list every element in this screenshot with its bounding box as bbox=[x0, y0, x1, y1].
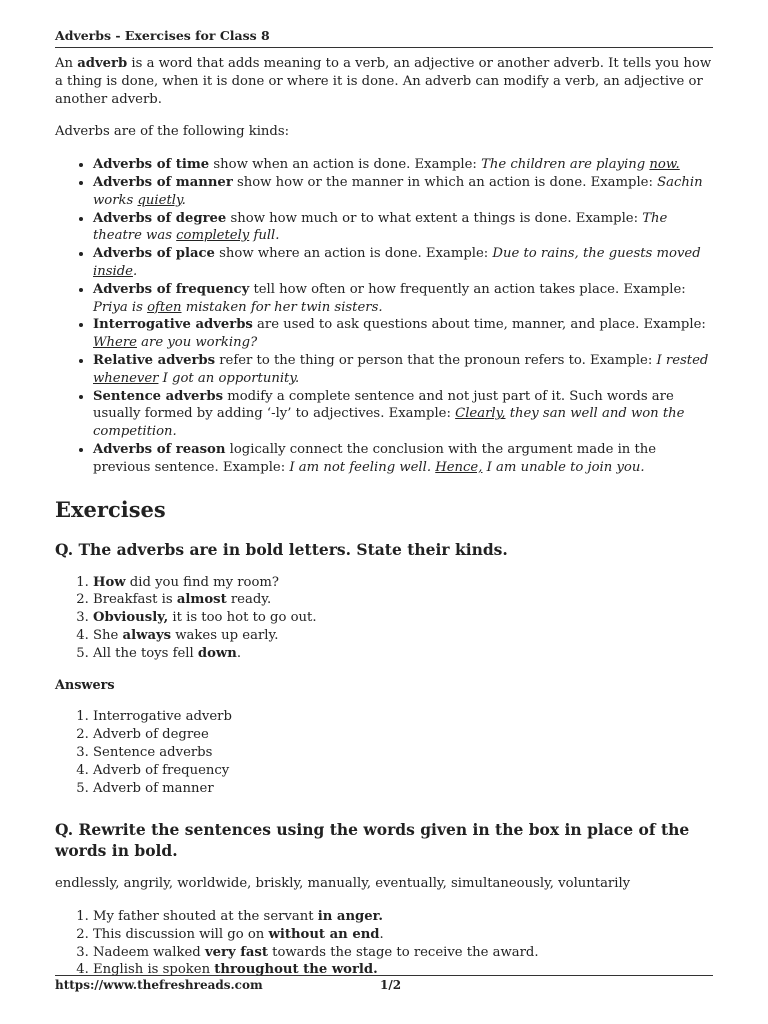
footer-divider bbox=[55, 975, 713, 976]
document-content bbox=[55, 55, 713, 979]
kinds-lead-text: Adverbs are of the following kinds: bbox=[55, 124, 290, 140]
answer-item: 2. Adverb of degree bbox=[93, 726, 713, 744]
kind-example: I am not feeling well. Hence, I am unable to join you. bbox=[289, 459, 645, 475]
page-header-title: Adverbs - Exercises for Class 8 bbox=[55, 28, 713, 48]
kind-term: Adverbs of time bbox=[93, 157, 210, 173]
kind-term: Relative adverbs bbox=[93, 352, 216, 368]
kind-example: Due to rains, the guests moved inside. bbox=[93, 246, 701, 279]
kind-example: Clearly, they san well and won the competition. bbox=[93, 406, 685, 440]
list-item: 1. My father shouted at the servant in anger. bbox=[93, 908, 713, 926]
intro-term-adverb: adverb bbox=[77, 56, 128, 71]
kind-example: Where are you working? bbox=[93, 335, 258, 351]
kind-item-relative bbox=[93, 352, 713, 388]
document-page bbox=[55, 0, 713, 1024]
kind-item-frequency bbox=[93, 281, 713, 317]
kind-term: Sentence adverbs bbox=[93, 388, 223, 404]
kind-term: Adverbs of frequency bbox=[93, 281, 250, 297]
question-1-title: Q. The adverbs are in bold letters. State their kinds. bbox=[55, 539, 508, 559]
list-item: 4. English is spoken throughout the world. bbox=[93, 961, 713, 979]
kind-desc: show how or the manner in which an action is done. Example: bbox=[232, 174, 658, 190]
adverb-kinds-list bbox=[55, 156, 713, 476]
kind-desc: show how much or to what extent a things is done. Example: bbox=[226, 210, 643, 226]
list-item: 2. Breakfast is almost ready. bbox=[93, 591, 713, 609]
exercises-heading: Exercises bbox=[55, 496, 166, 522]
kind-term: Adverbs of place bbox=[93, 246, 215, 262]
kind-item-reason bbox=[93, 441, 713, 477]
word-box-text: endlessly, angrily, worldwide, briskly, manually, eventually, simultaneously, voluntarily bbox=[55, 876, 631, 892]
kind-item-interrogative bbox=[93, 316, 713, 352]
kind-desc: show when an action is done. Example: bbox=[209, 157, 482, 173]
kind-item-time bbox=[93, 156, 713, 174]
kind-item-sentence bbox=[93, 388, 713, 441]
answers-label: Answers bbox=[55, 677, 115, 693]
list-item: 5. All the toys fell down. bbox=[93, 645, 713, 663]
kind-desc: modify a complete sentence and not just part of it. Such words are usually formed by adding ‘-ly’ to adjectives. Example: bbox=[93, 388, 674, 422]
kind-example: The theatre was completely full. bbox=[93, 210, 668, 244]
footer-page-number: 1/2 bbox=[380, 978, 402, 992]
kind-example: Priya is often mistaken for her twin sisters. bbox=[93, 299, 383, 315]
answer-item: 5. Adverb of manner bbox=[93, 780, 713, 798]
footer-url-link[interactable]: https://www.thefreshreads.com bbox=[55, 978, 263, 992]
question-2-list bbox=[55, 908, 713, 979]
list-item: 2. This discussion will go on without an end. bbox=[93, 926, 713, 944]
kind-desc: tell how often or how frequently an action takes place. Example: bbox=[249, 281, 686, 297]
kind-desc: refer to the thing or person that the pronoun refers to. Example: bbox=[215, 352, 657, 368]
kind-example: Sachin works quietly. bbox=[93, 174, 703, 208]
question-2-title: Q. Rewrite the sentences using the words given in the box in place of the words in bold. bbox=[55, 820, 690, 861]
kind-desc: logically connect the conclusion with the argument made in the previous sentence. Example: bbox=[93, 441, 657, 475]
kind-term: Interrogative adverbs bbox=[93, 317, 253, 333]
list-item: 1. How did you find my room? bbox=[93, 574, 713, 592]
answers-list bbox=[55, 708, 713, 797]
list-item: 4. She always wakes up early. bbox=[93, 627, 713, 645]
question-1-list bbox=[55, 574, 713, 663]
kind-item-manner bbox=[93, 174, 713, 210]
kind-term: Adverbs of degree bbox=[93, 210, 227, 226]
kind-item-place bbox=[93, 245, 713, 281]
kind-term: Adverbs of manner bbox=[93, 174, 233, 190]
kind-term: Adverbs of reason bbox=[93, 441, 226, 457]
intro-text-post: is a word that adds meaning to a verb, an adjective or another adverb. It tells you how a thing is done, when it is done or where it is done. An adverb can modify a verb, an adjective or another adverb. bbox=[55, 56, 712, 107]
kind-example: I rested whenever I got an opportunity. bbox=[93, 352, 709, 386]
answer-item: 4. Adverb of frequency bbox=[93, 762, 713, 780]
kind-item-degree bbox=[93, 210, 713, 246]
kind-desc: are used to ask questions about time, manner, and place. Example: bbox=[252, 317, 706, 333]
answer-item: 1. Interrogative adverb bbox=[93, 708, 713, 726]
list-item: 3. Nadeem walked very fast towards the stage to receive the award. bbox=[93, 944, 713, 962]
kind-example: The children are playing now. bbox=[481, 157, 680, 173]
intro-text-pre: An bbox=[55, 56, 78, 71]
answer-item: 3. Sentence adverbs bbox=[93, 744, 713, 762]
intro-paragraph bbox=[55, 55, 713, 108]
kind-desc: show where an action is done. Example: bbox=[214, 246, 493, 262]
list-item: 3. Obviously, it is too hot to go out. bbox=[93, 609, 713, 627]
